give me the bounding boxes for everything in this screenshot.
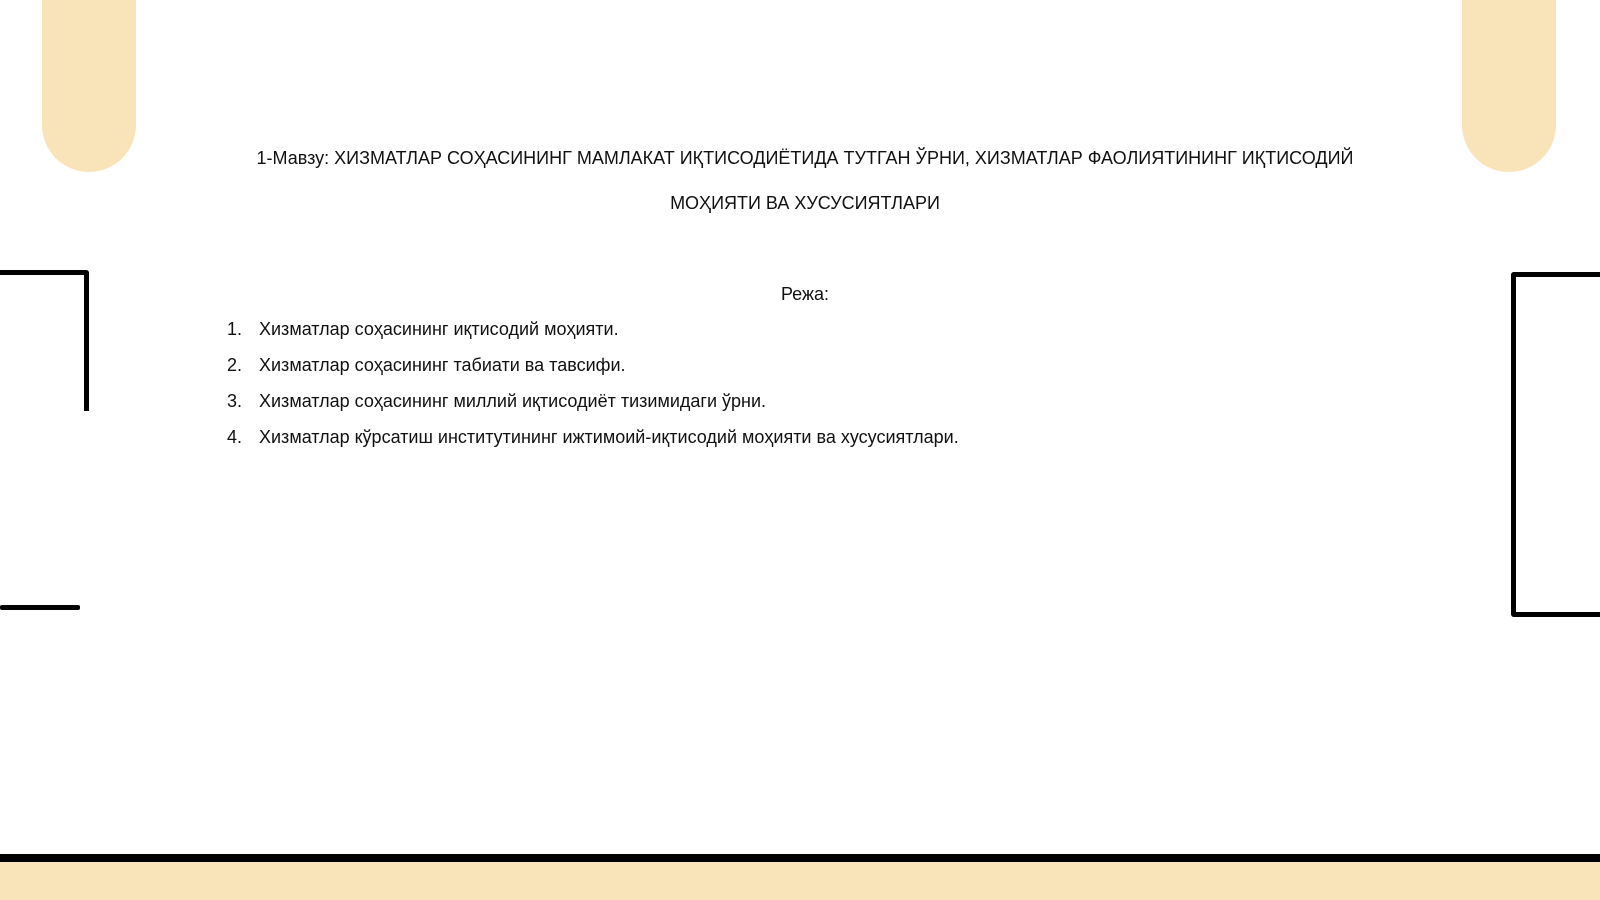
plan-item-text: Хизматлар кўрсатиш институтининг ижтимоий-иқтисодий моҳияти ва хусусиятлари. <box>259 427 959 447</box>
plan-item-number: 2. <box>227 355 243 375</box>
plan-item <box>227 354 959 390</box>
plan-heading: Режа: <box>780 284 830 304</box>
frame-bracket-left-bottom <box>0 605 80 610</box>
plan-item-text: Хизматлар соҳасининг табиати ва тавсифи. <box>259 355 626 375</box>
slide-title-line-1: 1-Мавзу: ХИЗМАТЛАР СОҲАСИНИНГ МАМЛАКАТ ИҚТИСОДИЁТИДА ТУТГАН ЎРНИ, ХИЗМАТЛАР ФАОЛИЯТИНИНГ ИҚТИСОДИЙ <box>256 148 1354 168</box>
plan-list <box>227 318 959 462</box>
frame-bracket-left-top <box>0 270 89 411</box>
decorative-tab-right <box>1462 0 1556 172</box>
plan-item <box>227 318 959 354</box>
plan-item-number: 1. <box>227 319 243 339</box>
decorative-tab-left <box>42 0 136 172</box>
plan-item <box>227 390 959 426</box>
plan-item <box>227 426 959 462</box>
frame-bracket-right <box>1511 272 1600 617</box>
plan-item-number: 4. <box>227 427 243 447</box>
plan-item-text: Хизматлар соҳасининг миллий иқтисодиёт тизимидаги ўрни. <box>259 391 767 411</box>
footer-band <box>0 862 1600 900</box>
slide-title-line-2: МОҲИЯТИ ВА ХУСУСИЯТЛАРИ <box>670 193 940 213</box>
footer-divider <box>0 854 1600 862</box>
plan-item-number: 3. <box>227 391 243 411</box>
plan-item-text: Хизматлар соҳасининг иқтисодий моҳияти. <box>259 319 619 339</box>
